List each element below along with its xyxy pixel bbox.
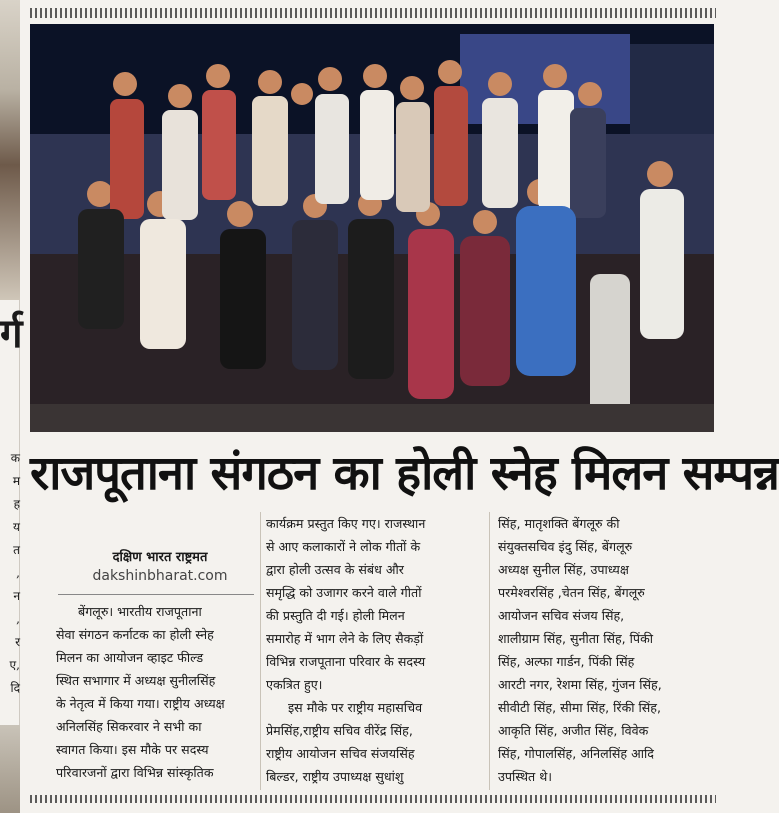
adjacent-photo-bottom xyxy=(0,725,20,813)
article-line: प्रेमसिंह,राष्ट्रीय सचिव वीरेंद्र सिंह, xyxy=(266,723,413,738)
article-line: सिंह, अल्फा गार्डन, पिंकी सिंह xyxy=(498,654,635,669)
adjacent-text-line: , xyxy=(16,612,20,626)
news-photo xyxy=(30,24,714,432)
byline-website: dakshinbharat.com xyxy=(92,568,228,584)
article-line: संयुक्तसचिव इंदु सिंह, बेंगलूरु xyxy=(498,539,633,554)
article-line: द्वारा होली उत्सव के संबंध और xyxy=(266,562,404,577)
article-line: परिवारजनों द्वारा विभिन्न सांस्कृतिक xyxy=(56,765,214,780)
adjacent-heading-fragment: र्ग xyxy=(0,310,23,357)
article-line: बिल्डर, राष्ट्रीय उपाध्यक्ष सुधांशु xyxy=(266,769,404,784)
article-line: इस मौके पर राष्ट्रीय महासचिव xyxy=(288,700,423,715)
article-line: सेवा संगठन कर्नाटक का होली स्नेह xyxy=(56,627,214,642)
byline-publication: दक्षिण भारत राष्ट्रमत xyxy=(112,550,208,565)
article-line: बेंगलूरु। भारतीय राजपूताना xyxy=(78,604,202,619)
adjacent-text-line: दि xyxy=(10,681,20,695)
article-line: शालीग्राम सिंह, सुनीता सिंह, पिंकी xyxy=(498,631,654,646)
adjacent-text-line: ए, xyxy=(9,658,20,672)
adjacent-photo xyxy=(0,0,20,300)
top-decorative-rule xyxy=(30,8,716,18)
article-line: राष्ट्रीय आयोजन सचिव संजयसिंह xyxy=(266,746,415,761)
group-photo-illustration xyxy=(30,24,714,432)
column-divider xyxy=(260,512,261,790)
adjacent-text-line: र xyxy=(15,635,20,649)
article-line: सिंह, मातृशक्ति बेंगलूरु की xyxy=(498,516,620,531)
article-line: सिंह, गोपालसिंह, अनिलसिंह आदि xyxy=(498,746,654,761)
article-line: की प्रस्तुति दी गई। होली मिलन xyxy=(266,608,405,623)
article-line: समृद्धि को उजागर करने वाले गीतों xyxy=(266,585,422,600)
article-column-2 xyxy=(266,512,481,788)
article-line: से आए कलाकारों ने लोक गीतों के xyxy=(266,539,421,554)
article-headline: राजपूताना संगठन का होली स्नेह मिलन सम्पन्न xyxy=(30,446,779,501)
article-line: स्वागत किया। इस मौके पर सदस्य xyxy=(56,742,209,757)
adjacent-text-line: ह xyxy=(13,497,20,511)
article-line: आरटी नगर, रेशमा सिंह, गुंजन सिंह, xyxy=(498,677,662,692)
article-column-1 xyxy=(56,600,256,784)
article-line: के नेतृत्व में किया गया। राष्ट्रीय अध्यक्ष xyxy=(56,696,225,711)
adjacent-text-line: म xyxy=(12,474,20,488)
column-divider xyxy=(489,512,490,790)
article-line: कार्यक्रम प्रस्तुत किए गए। राजस्थान xyxy=(266,516,426,531)
adjacent-text-line: त xyxy=(13,543,20,557)
adjacent-article-strip xyxy=(0,0,23,813)
article-line: एकत्रित हुए। xyxy=(266,677,323,692)
article-column-3 xyxy=(498,512,716,788)
article-line: आकृति सिंह, अजीत सिंह, विवेक xyxy=(498,723,649,738)
adjacent-text-line: क xyxy=(10,451,20,465)
article-line: सीवीटी सिंह, सीमा सिंह, रिंकी सिंह, xyxy=(498,700,661,715)
bottom-decorative-rule xyxy=(30,795,716,803)
adjacent-text-line: , xyxy=(16,566,20,580)
article-line: अनिलसिंह सिकरवार ने सभी का xyxy=(56,719,202,734)
article-line: आयोजन सचिव संजय सिंह, xyxy=(498,608,625,623)
adjacent-text-line: य xyxy=(13,520,20,534)
article-line: अध्यक्ष सुनील सिंह, उपाध्यक्ष xyxy=(498,562,629,577)
article-line: परमेश्वरसिंह ,चेतन सिंह, बेंगलूरु xyxy=(498,585,645,600)
article-line: मिलन का आयोजन व्हाइट फील्ड xyxy=(56,650,204,665)
article-line: विभिन्न राजपूताना परिवार के सदस्य xyxy=(266,654,426,669)
article-line: समारोह में भाग लेने के लिए सैकड़ों xyxy=(266,631,424,646)
article-line: स्थित सभागार में अध्यक्ष सुनीलसिंह xyxy=(56,673,216,688)
byline-divider xyxy=(58,594,254,595)
article-line: उपस्थित थे। xyxy=(498,769,553,784)
adjacent-text-line: न xyxy=(13,589,20,603)
